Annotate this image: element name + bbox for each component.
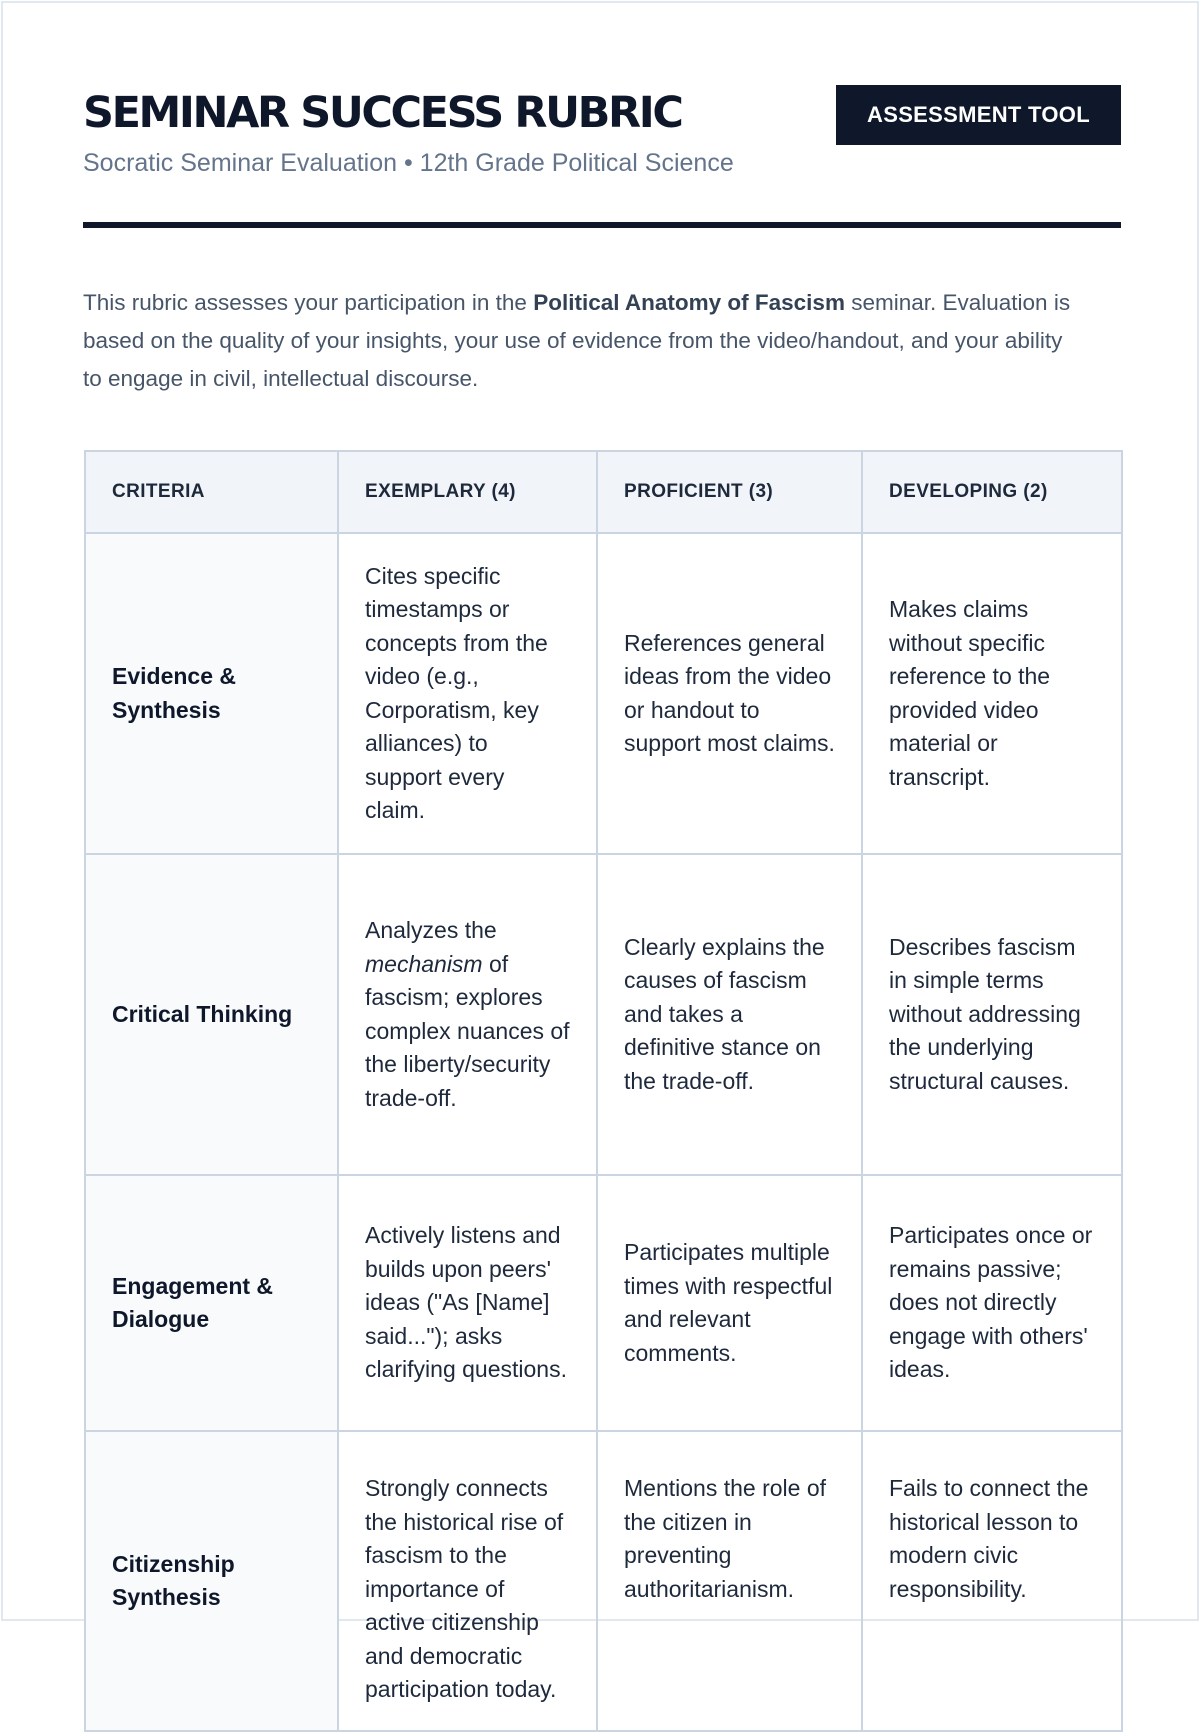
developing-cell: Fails to connect the historical lesson to modern civic responsibility.: [862, 1431, 1122, 1731]
column-header-criteria: CRITERIA: [85, 451, 338, 533]
criteria-cell: Critical Thinking: [85, 854, 338, 1175]
criteria-cell: Evidence & Synthesis: [85, 533, 338, 854]
developing-cell: Participates once or remains passive; does not directly engage with others' ideas.: [862, 1175, 1122, 1431]
seminar-name: Political Anatomy of Fascism: [533, 290, 845, 315]
rubric-header-row: [85, 451, 1122, 533]
exemplary-cell: Actively listens and builds upon peers' ideas ("As [Name] said..."); asks clarifying questions.: [338, 1175, 597, 1431]
proficient-cell: Mentions the role of the citizen in preventing authoritarianism.: [597, 1431, 862, 1731]
proficient-cell: Clearly explains the causes of fascism and takes a definitive stance on the trade-off.: [597, 854, 862, 1175]
rubric-document: [1, 1, 1199, 1702]
intro-paragraph: [83, 284, 1083, 398]
header-divider: [83, 222, 1121, 228]
exemplary-cell: Strongly connects the historical rise of fascism to the importance of active citizenship and democratic participation today.: [338, 1431, 597, 1731]
exemplary-text-end: of fascism; explores complex nuances of the liberty/security trade-off.: [365, 950, 570, 1111]
table-row: [85, 1175, 1122, 1431]
table-row: [85, 533, 1122, 854]
developing-cell: Makes claims without specific reference to the provided video material or transcript.: [862, 533, 1122, 854]
exemplary-cell: Cites specific timestamps or concepts from the video (e.g., Corporatism, key alliances) to support every claim.: [338, 533, 597, 854]
intro-text-end: seminar. Evaluation is based on the quality of your insights, your use of evidence from the video/handout, and your ability to engage in civil, intellectual discourse.: [83, 290, 1071, 391]
criteria-cell: Engagement & Dialogue: [85, 1175, 338, 1431]
column-header-proficient: PROFICIENT (3): [597, 451, 862, 533]
criteria-cell: Citizenship Synthesis: [85, 1431, 338, 1731]
document-title: SEMINAR SUCCESS RUBRIC: [83, 88, 682, 138]
column-header-exemplary: EXEMPLARY (4): [338, 451, 597, 533]
emphasized-term: mechanism: [365, 950, 483, 977]
proficient-cell: Participates multiple times with respectful and relevant comments.: [597, 1175, 862, 1431]
document-subtitle: Socratic Seminar Evaluation • 12th Grade Political Science: [83, 149, 734, 177]
column-header-developing: DEVELOPING (2): [862, 451, 1122, 533]
table-row: [85, 854, 1122, 1175]
assessment-tool-badge: ASSESSMENT TOOL: [836, 85, 1121, 145]
proficient-cell: References general ideas from the video or handout to support most claims.: [597, 533, 862, 854]
table-row: [85, 1431, 1122, 1731]
rubric-table: [84, 450, 1123, 1732]
intro-text-start: This rubric assesses your participation in the: [83, 290, 534, 315]
developing-cell: Describes fascism in simple terms without addressing the underlying structural causes.: [862, 854, 1122, 1175]
document-header: [83, 83, 1121, 233]
exemplary-cell: [338, 854, 597, 1175]
exemplary-text-start: Analyzes the: [365, 917, 497, 943]
